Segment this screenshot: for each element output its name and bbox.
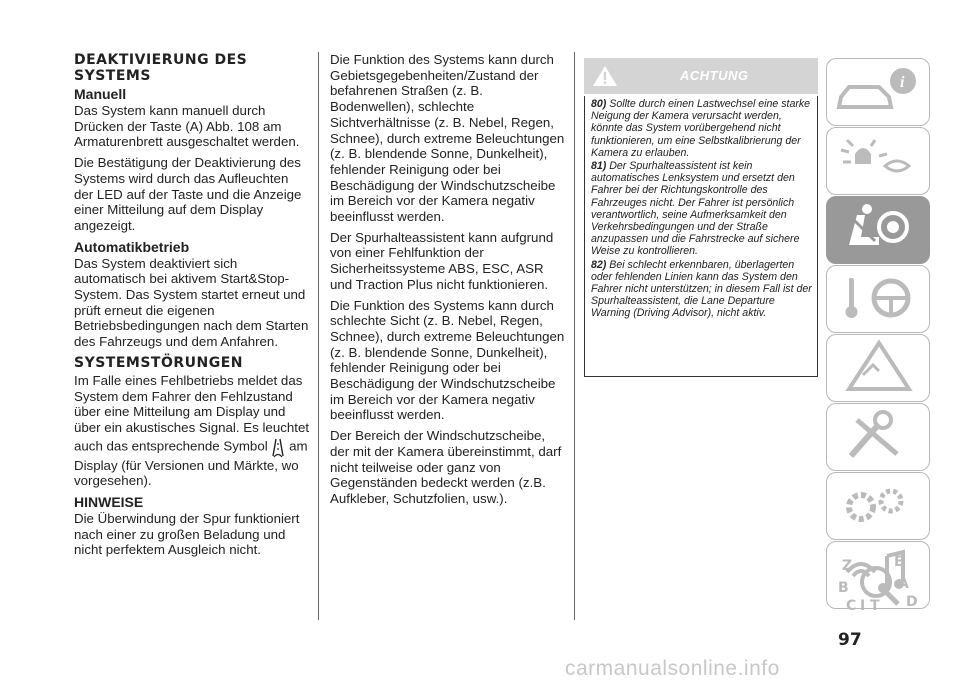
tab-technical-data[interactable] xyxy=(826,472,930,540)
paragraph-visibility: Die Funktion des Systems kann durch schlechte Sicht (z. B. Nebel, Regen, Schnee), durch extreme Beleuchtungen (z. B. blendende Sonne, Dunkelheit), fehlender Reinigung oder bei Beschädigung der Windschutzscheibe im Bereich vor der Kamera negativ beeinflusst werden. xyxy=(330,297,565,423)
tab-dashboard[interactable] xyxy=(826,127,930,195)
tab-maintenance[interactable] xyxy=(826,403,930,471)
warning-item xyxy=(591,259,813,320)
index-letter: C xyxy=(846,598,857,614)
warning-body xyxy=(584,96,818,377)
column-divider-1 xyxy=(318,52,319,620)
index-letter: T xyxy=(870,598,880,614)
tab-starting[interactable] xyxy=(826,265,930,333)
column-divider-2 xyxy=(574,52,575,620)
index-letter: I xyxy=(860,598,866,614)
tab-car-info[interactable] xyxy=(826,58,930,126)
paragraph-notes: Die Überwindung der Spur funktioniert nach einer zu großen Beladung und nicht perfektem Ausgleich nicht. xyxy=(74,511,300,558)
section-heading-malfunctions: SYSTEMSTÖRUNGEN xyxy=(74,354,244,371)
paragraph-malfunction-part2: am Display (für Versionen und Märkte, wo vorgesehen). xyxy=(74,438,308,489)
paragraph-malfunction xyxy=(74,373,310,489)
subheading-manual: Manuell xyxy=(74,86,127,102)
watermark: carmanualsonline.info xyxy=(565,657,780,680)
warning-title: ACHTUNG xyxy=(680,68,749,83)
index-letter: B xyxy=(838,580,849,596)
page-number: 97 xyxy=(838,630,862,650)
subheading-notes: HINWEISE xyxy=(74,494,144,511)
warning-item xyxy=(591,160,813,258)
warning-item xyxy=(591,98,813,159)
warning-item-text: Sollte durch einen Lastwechsel eine starke Neigung der Kamera verursacht werden, könnte das System vorübergehend nicht funktionieren, um eine Selbstkalibrierung der Kamera zu erlauben. xyxy=(591,98,811,159)
warning-item-text: Der Spurhalteassistent ist kein automatisches Lenksystem und ersetzt den Fahrer bei der Richtungskontrolle des Fahrzeuges nicht. Der Fahrer ist persönlich verantwortlich, seine Aufmerksamkeit den Verkehrsbedingungen und der Straße anzupassen und die Fahrstrecke auf sichere Weise zu kontrollieren. xyxy=(591,160,800,258)
steering-key-icon xyxy=(827,266,929,332)
paragraph-confirmation: Die Bestätigung der Deaktivierung des Systems wird durch das Aufleuchten der LED auf der Taste und die Anzeige einer Mitteilung auf dem Display angezeigt. xyxy=(74,155,302,233)
tab-emergency[interactable] xyxy=(826,334,930,402)
left-column xyxy=(74,52,310,563)
subheading-automatic: Automatikbetrieb xyxy=(74,238,190,255)
specs-gear-icon xyxy=(827,473,929,539)
paragraph-automatic: Das System deaktiviert sich automatisch bei aktivem Start&Stop-System. Das System startet erneut und prüft erneut die eigenen Betriebsbedingungen nach dem Starten des Fahrzeugs und dem Anfahren. xyxy=(74,255,309,350)
paragraph-conditions: Die Funktion des Systems kann durch Gebietsgegebenheiten/Zustand der befahrenen Straßen (z. B. Bodenwellen), schlechte Sichtverhältnisse (z. B. Nebel, Regen, Schnee), durch extreme Beleuchtungen (z. B. blendende Sonne, Dunkelheit), fehlender Reinigung oder bei Beschädigung der Windschutzscheibe im Bereich vor der Kamera negativ beeinflusst werden. xyxy=(330,52,565,225)
car-info-icon xyxy=(827,59,929,125)
section-heading-deactivation: DEAKTIVIERUNG DES SYSTEMS xyxy=(74,52,248,84)
paragraph-safety-systems: Der Spurhalteassistent kann aufgrund von einer Fehlfunktion der Sicherheitssysteme ABS, ESC, ASR und Traction Plus nicht funktionieren. xyxy=(330,229,554,292)
warning-item-number: 82) xyxy=(591,258,607,271)
service-tools-icon xyxy=(827,404,929,470)
tab-safety[interactable] xyxy=(826,196,930,264)
lane-assist-symbol-icon xyxy=(271,436,285,458)
index-letters-icon xyxy=(826,548,928,614)
warning-box xyxy=(584,58,818,377)
warning-triangle-icon xyxy=(592,65,618,87)
warning-item-text: Bei schlecht erkennbaren, überlagerten oder fehlenden Linien kann das System den Fahrer nicht unterstützen; in diesem Fall ist der Spurhalteassistent, die Lane Departure Warning (Driving Advisor), nicht aktiv. xyxy=(591,258,812,320)
middle-column xyxy=(330,52,566,512)
index-letter: E xyxy=(894,554,904,570)
dashboard-lights-icon xyxy=(827,128,929,194)
seat-safety-icon xyxy=(827,197,929,263)
warning-item-number: 80) xyxy=(591,98,607,110)
index-letter: A xyxy=(898,576,909,592)
warning-item-number: 81) xyxy=(591,160,607,173)
warning-header xyxy=(584,58,818,94)
paragraph-malfunction-part1: Im Falle eines Fehlbetriebs meldet das System dem Fahrer den Fehlzustand über eine Mitteilung am Display und über ein akustisches Signal. Es leuchtet auch das entsprechende Symbol xyxy=(74,372,310,454)
paragraph-manual: Das System kann manuell durch Drücken der Taste (A) Abb. 108 am Armaturenbrett ausgeschaltet werden. xyxy=(74,103,300,150)
svg-text:i: i xyxy=(900,74,905,91)
paragraph-windshield: Der Bereich der Windschutzscheibe, der mit der Kamera übereinstimmt, darf nicht teilweise oder ganz von Gegenständen bedeckt werden (z.B. Aufkleber, Schutzfolien, usw.). xyxy=(330,428,562,506)
index-letter: D xyxy=(906,594,918,610)
warning-road-icon xyxy=(827,335,929,401)
index-letter: Z xyxy=(842,558,853,574)
